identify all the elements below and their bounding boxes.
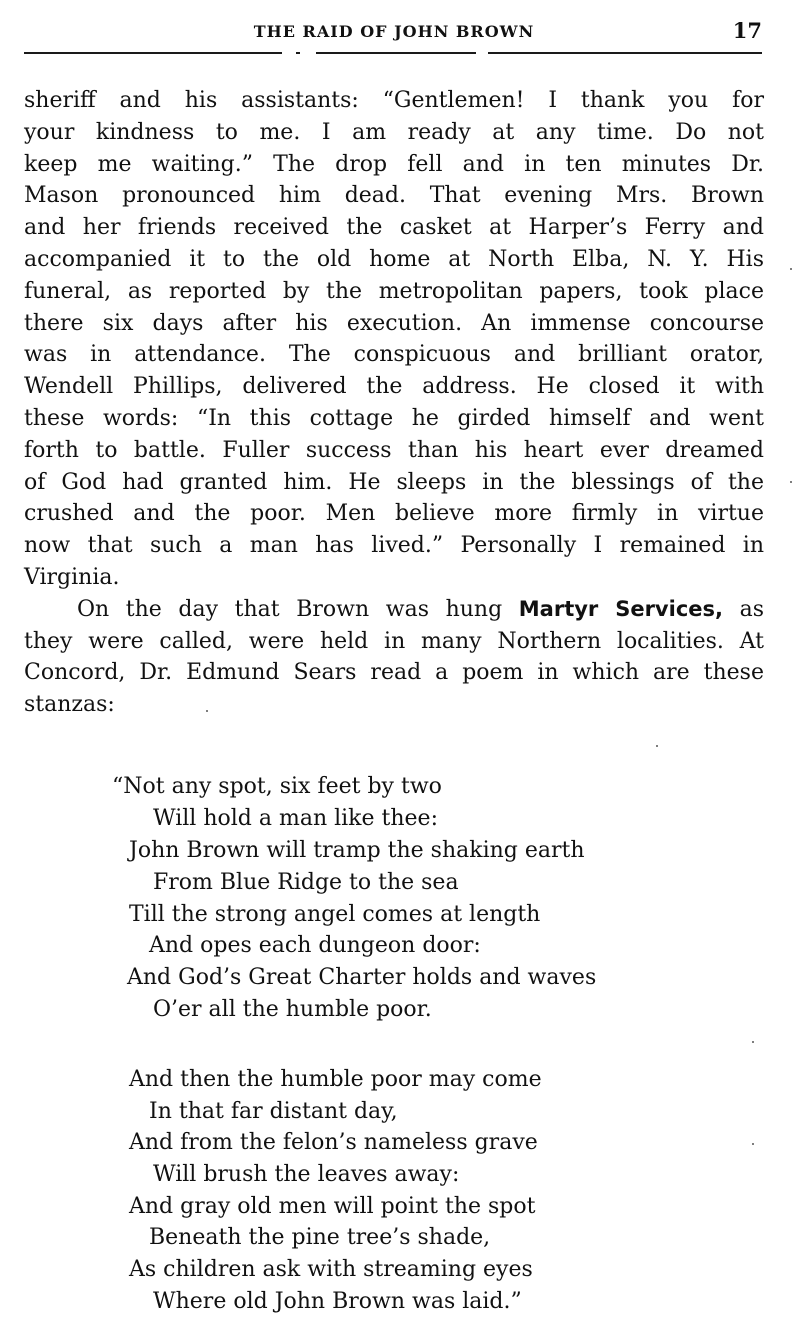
body-text bbox=[24, 85, 764, 721]
page-number: 17 bbox=[732, 18, 762, 43]
poem-line: Will brush the leaves away: bbox=[153, 1162, 460, 1187]
paragraph-martyr-services bbox=[24, 594, 764, 721]
header-rule bbox=[316, 52, 476, 54]
text-line bbox=[24, 594, 764, 626]
poem-line: “Not any spot, six feet by two bbox=[112, 774, 442, 799]
text-line: sheriff and his assistants: “Gentlemen! I thank you for bbox=[24, 88, 764, 113]
header-rule bbox=[296, 52, 300, 54]
text-line: they were called, were held in many Northern localities. At bbox=[24, 628, 764, 654]
print-speck bbox=[790, 268, 792, 270]
text-line: Wendell Phillips, delivered the address. He closed it with bbox=[24, 374, 764, 400]
poem-line: As children ask with streaming eyes bbox=[129, 1257, 533, 1282]
poem-line: O’er all the humble poor. bbox=[153, 997, 432, 1022]
text-line: funeral, as reported by the metropolitan papers, took place bbox=[24, 278, 764, 304]
text-line: accompanied it to the old home at North Elba, N. Y. His bbox=[24, 246, 764, 272]
poem-line: John Brown will tramp the shaking earth bbox=[129, 838, 585, 863]
text-line: Concord, Dr. Edmund Sears read a poem in which are these bbox=[24, 660, 764, 686]
poem-line: And opes each dungeon door: bbox=[149, 933, 481, 958]
text-span: as bbox=[722, 596, 764, 622]
poem-line: Beneath the pine tree’s shade, bbox=[149, 1225, 491, 1250]
poem-line: From Blue Ridge to the sea bbox=[153, 870, 459, 895]
text-line: Virginia. bbox=[24, 564, 120, 590]
running-head bbox=[24, 18, 764, 48]
poem-line: And from the felon’s nameless grave bbox=[129, 1130, 538, 1155]
text-line: Mason pronounced him dead. That evening Mrs. Brown bbox=[24, 183, 764, 209]
header-rule bbox=[488, 52, 762, 54]
print-speck bbox=[752, 1041, 754, 1043]
poem-line: And then the humble poor may come bbox=[129, 1067, 542, 1092]
poem-line: And gray old men will point the spot bbox=[129, 1194, 536, 1219]
running-title: THE RAID OF JOHN BROWN bbox=[253, 22, 535, 41]
poem-line: Till the strong angel comes at length bbox=[129, 902, 541, 927]
print-speck bbox=[752, 1143, 754, 1145]
text-span: On the day that Brown was hung bbox=[77, 596, 519, 622]
print-speck bbox=[790, 481, 792, 483]
poem-line: And God’s Great Charter holds and waves bbox=[127, 965, 597, 990]
text-line: and her friends received the casket at Harper’s Ferry and bbox=[24, 215, 764, 241]
poem-line: Will hold a man like thee: bbox=[153, 806, 438, 831]
paragraph-execution-account bbox=[24, 85, 764, 594]
text-line: was in attendance. The conspicuous and brilliant orator, bbox=[24, 342, 764, 368]
bold-term: Martyr Services, bbox=[518, 596, 723, 621]
print-speck bbox=[656, 745, 658, 747]
header-rule bbox=[24, 52, 282, 54]
text-line: of God had granted him. He sleeps in the blessings of the bbox=[24, 469, 764, 495]
poem-line: Where old John Brown was laid.” bbox=[153, 1289, 522, 1314]
print-speck bbox=[206, 710, 208, 712]
text-line: keep me waiting.” The drop fell and in ten minutes Dr. bbox=[24, 151, 764, 177]
text-line: these words: “In this cottage he girded himself and went bbox=[24, 405, 764, 431]
text-line: there six days after his execution. An immense concourse bbox=[24, 310, 764, 336]
text-line: crushed and the poor. Men believe more firmly in virtue bbox=[24, 501, 764, 527]
text-line: now that such a man has lived.” Personally I remained in bbox=[24, 533, 764, 559]
poem-line: In that far distant day, bbox=[149, 1099, 398, 1124]
text-line: forth to battle. Fuller success than his heart ever dreamed bbox=[24, 437, 764, 463]
text-line: your kindness to me. I am ready at any time. Do not bbox=[24, 119, 764, 145]
text-line: stanzas: bbox=[24, 692, 115, 718]
